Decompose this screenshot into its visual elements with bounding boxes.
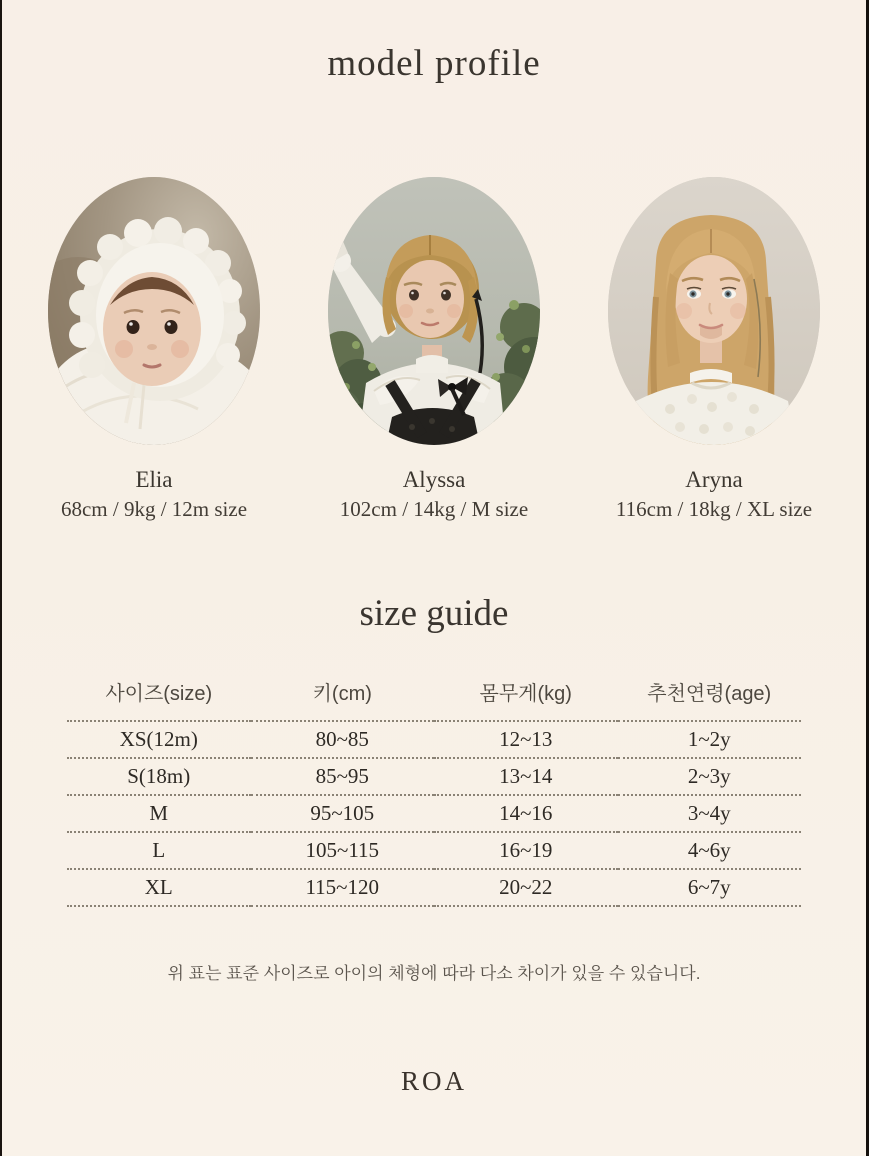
cell-size: M: [67, 795, 251, 832]
cell-size: S(18m): [67, 758, 251, 795]
cell-height: 105~115: [251, 832, 435, 869]
model-photo-aryna: [608, 177, 820, 445]
table-row: [67, 832, 801, 869]
table-row: [67, 721, 801, 758]
column-header-size: 사이즈(size): [67, 669, 251, 721]
table-header-row: [67, 669, 801, 721]
model-name: Elia: [135, 467, 173, 492]
table-row: [67, 758, 801, 795]
cell-age: 1~2y: [618, 721, 802, 758]
table-row: [67, 795, 801, 832]
model-spec: 68cm / 9kg / 12m size: [60, 497, 248, 521]
table-row: [67, 869, 801, 906]
model-card: [45, 177, 263, 522]
column-header-height: 키(cm): [251, 669, 435, 721]
column-header-age: 추천연령(age): [618, 669, 802, 721]
model-photo-alyssa: [328, 177, 540, 445]
model-profiles-section: [2, 177, 866, 522]
cell-height: 95~105: [251, 795, 435, 832]
cell-weight: 13~14: [434, 758, 618, 795]
cell-height: 115~120: [251, 869, 435, 906]
cell-height: 85~95: [251, 758, 435, 795]
model-card: [325, 177, 543, 522]
cell-size: XL: [67, 869, 251, 906]
model-name: Alyssa: [402, 467, 466, 492]
page-title: model profile: [327, 43, 541, 84]
cell-weight: 16~19: [434, 832, 618, 869]
cell-weight: 20~22: [434, 869, 618, 906]
column-header-weight: 몸무게(kg): [434, 669, 618, 721]
model-photo-elia: [48, 177, 260, 445]
cell-age: 4~6y: [618, 832, 802, 869]
model-spec: 116cm / 18kg / XL size: [615, 497, 813, 521]
model-card: [605, 177, 823, 522]
cell-age: 6~7y: [618, 869, 802, 906]
size-guide-footnote: 위 표는 표준 사이즈로 아이의 체형에 따라 다소 차이가 있을 수 있습니다.: [167, 964, 701, 983]
model-spec: 102cm / 14kg / M size: [339, 497, 529, 521]
cell-weight: 14~16: [434, 795, 618, 832]
cell-size: L: [67, 832, 251, 869]
cell-age: 3~4y: [618, 795, 802, 832]
size-guide-table: [67, 669, 801, 907]
model-name: Aryna: [685, 467, 743, 492]
cell-age: 2~3y: [618, 758, 802, 795]
brand-logo: ROA: [400, 1066, 467, 1096]
cell-height: 80~85: [251, 721, 435, 758]
cell-size: XS(12m): [67, 721, 251, 758]
size-guide-title: size guide: [359, 593, 509, 634]
cell-weight: 12~13: [434, 721, 618, 758]
